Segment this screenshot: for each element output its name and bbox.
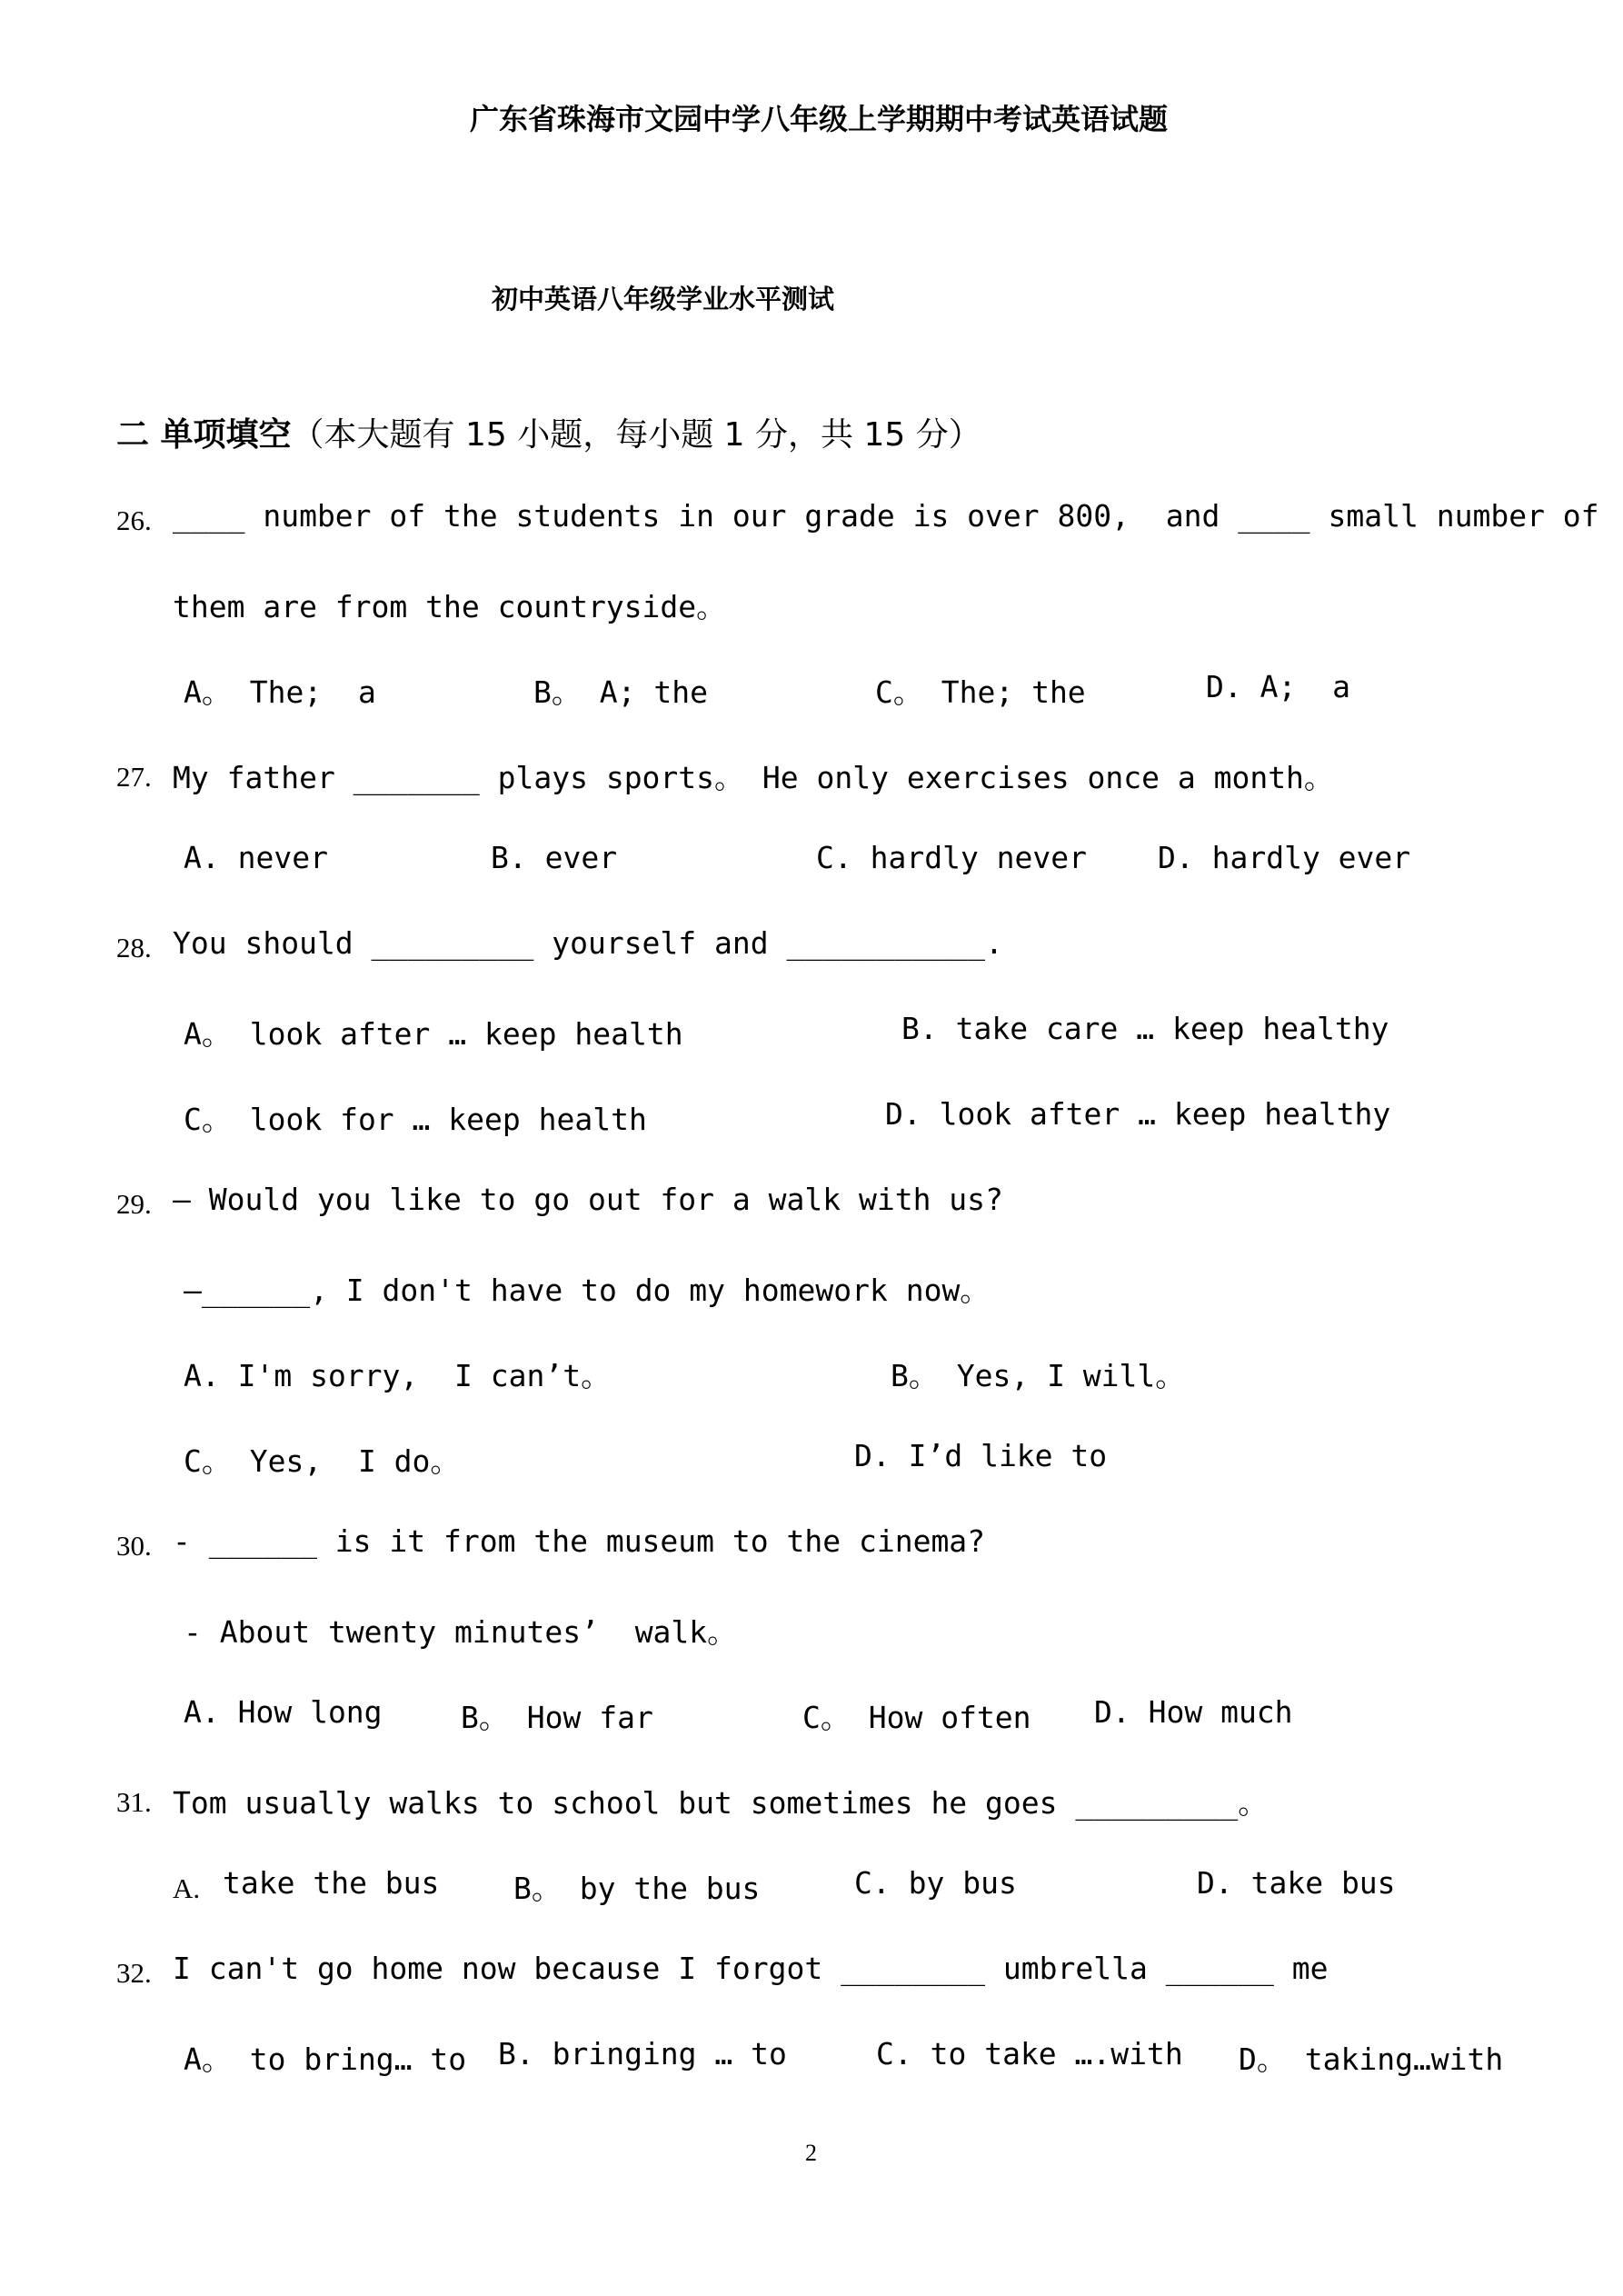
document-subtitle: 初中英语八年级学业水平测试 — [492, 284, 835, 314]
option-c: C. to take ….with — [876, 2036, 1183, 2071]
question-text: I can't go home now because I forgot ________ umbrella ______ me — [173, 1951, 1329, 1986]
option-b: B。 How far — [461, 1700, 653, 1735]
question-text: —______, I don't have to do my homework now。 — [184, 1273, 991, 1308]
option-a: A. I'm sorry, I can’t。 — [184, 1358, 612, 1393]
question-number: 31. — [116, 1786, 152, 1818]
option-d: D。 taking…with — [1239, 2041, 1504, 2077]
option-d: D. I’d like to — [854, 1438, 1108, 1473]
question-number: 28. — [116, 932, 152, 963]
option-c: C. hardly never — [816, 840, 1088, 875]
option-a: A。 look after … keep health — [184, 1016, 683, 1052]
question-text: — Would you like to go out for a walk with us? — [173, 1182, 1003, 1217]
question-text: You should _________ yourself and ___________. — [173, 925, 1003, 961]
section-label: 二 单项填空 — [116, 416, 292, 454]
option-c: C。 How often — [802, 1700, 1031, 1735]
option-d: D. take bus — [1197, 1865, 1396, 1901]
option-b: B. bringing … to — [498, 2036, 787, 2071]
section-heading — [116, 409, 981, 455]
option-a: A. How long — [184, 1694, 383, 1730]
option-a: A. never — [184, 840, 328, 875]
question-number: 30. — [116, 1530, 152, 1562]
option-d: D. hardly ever — [1158, 840, 1411, 875]
question-text: - About twenty minutes’ walk。 — [184, 1614, 738, 1650]
page-number: 2 — [805, 2140, 817, 2166]
question-text: My father _______ plays sports。 He only exercises once a month。 — [173, 760, 1334, 795]
option-a: take the bus — [223, 1865, 440, 1901]
option-c: C. by bus — [854, 1865, 1017, 1901]
question-number: 29. — [116, 1188, 152, 1220]
option-d: D. How much — [1094, 1694, 1293, 1730]
question-number: 32. — [116, 1957, 152, 1989]
option-c: C。 look for … keep health — [184, 1102, 647, 1137]
option-c: C。 The; the — [875, 674, 1086, 710]
question-text: - ______ is it from the museum to the cinema? — [173, 1523, 986, 1559]
question-text: them are from the countryside。 — [173, 589, 727, 624]
option-a: A。 to bring… to — [184, 2041, 467, 2077]
option-b: B。 A; the — [533, 674, 708, 710]
question-text: Tom usually walks to school but sometimes he goes _________。 — [173, 1785, 1269, 1821]
option-d: D. A; a — [1206, 669, 1350, 704]
section-description: （本大题有 15 小题，每小题 1 分，共 15 分） — [291, 416, 981, 454]
option-a-letter: A. — [173, 1872, 201, 1904]
option-a: A。 The; a — [184, 674, 376, 710]
option-b: B. take care … keep healthy — [901, 1011, 1389, 1046]
option-b: B. ever — [491, 840, 618, 875]
option-d: D. look after … keep healthy — [885, 1096, 1391, 1132]
option-b: B。 by the bus — [513, 1871, 761, 1906]
question-number: 26. — [116, 504, 152, 536]
question-number: 27. — [116, 761, 152, 793]
option-b: B。 Yes, I will。 — [891, 1358, 1186, 1393]
option-c: C。 Yes, I do。 — [184, 1443, 461, 1479]
question-text: ____ number of the students in our grade is over 800, and ____ small number of — [173, 498, 1599, 534]
document-title: 广东省珠海市文园中学八年级上学期期中考试英语试题 — [470, 102, 1169, 136]
